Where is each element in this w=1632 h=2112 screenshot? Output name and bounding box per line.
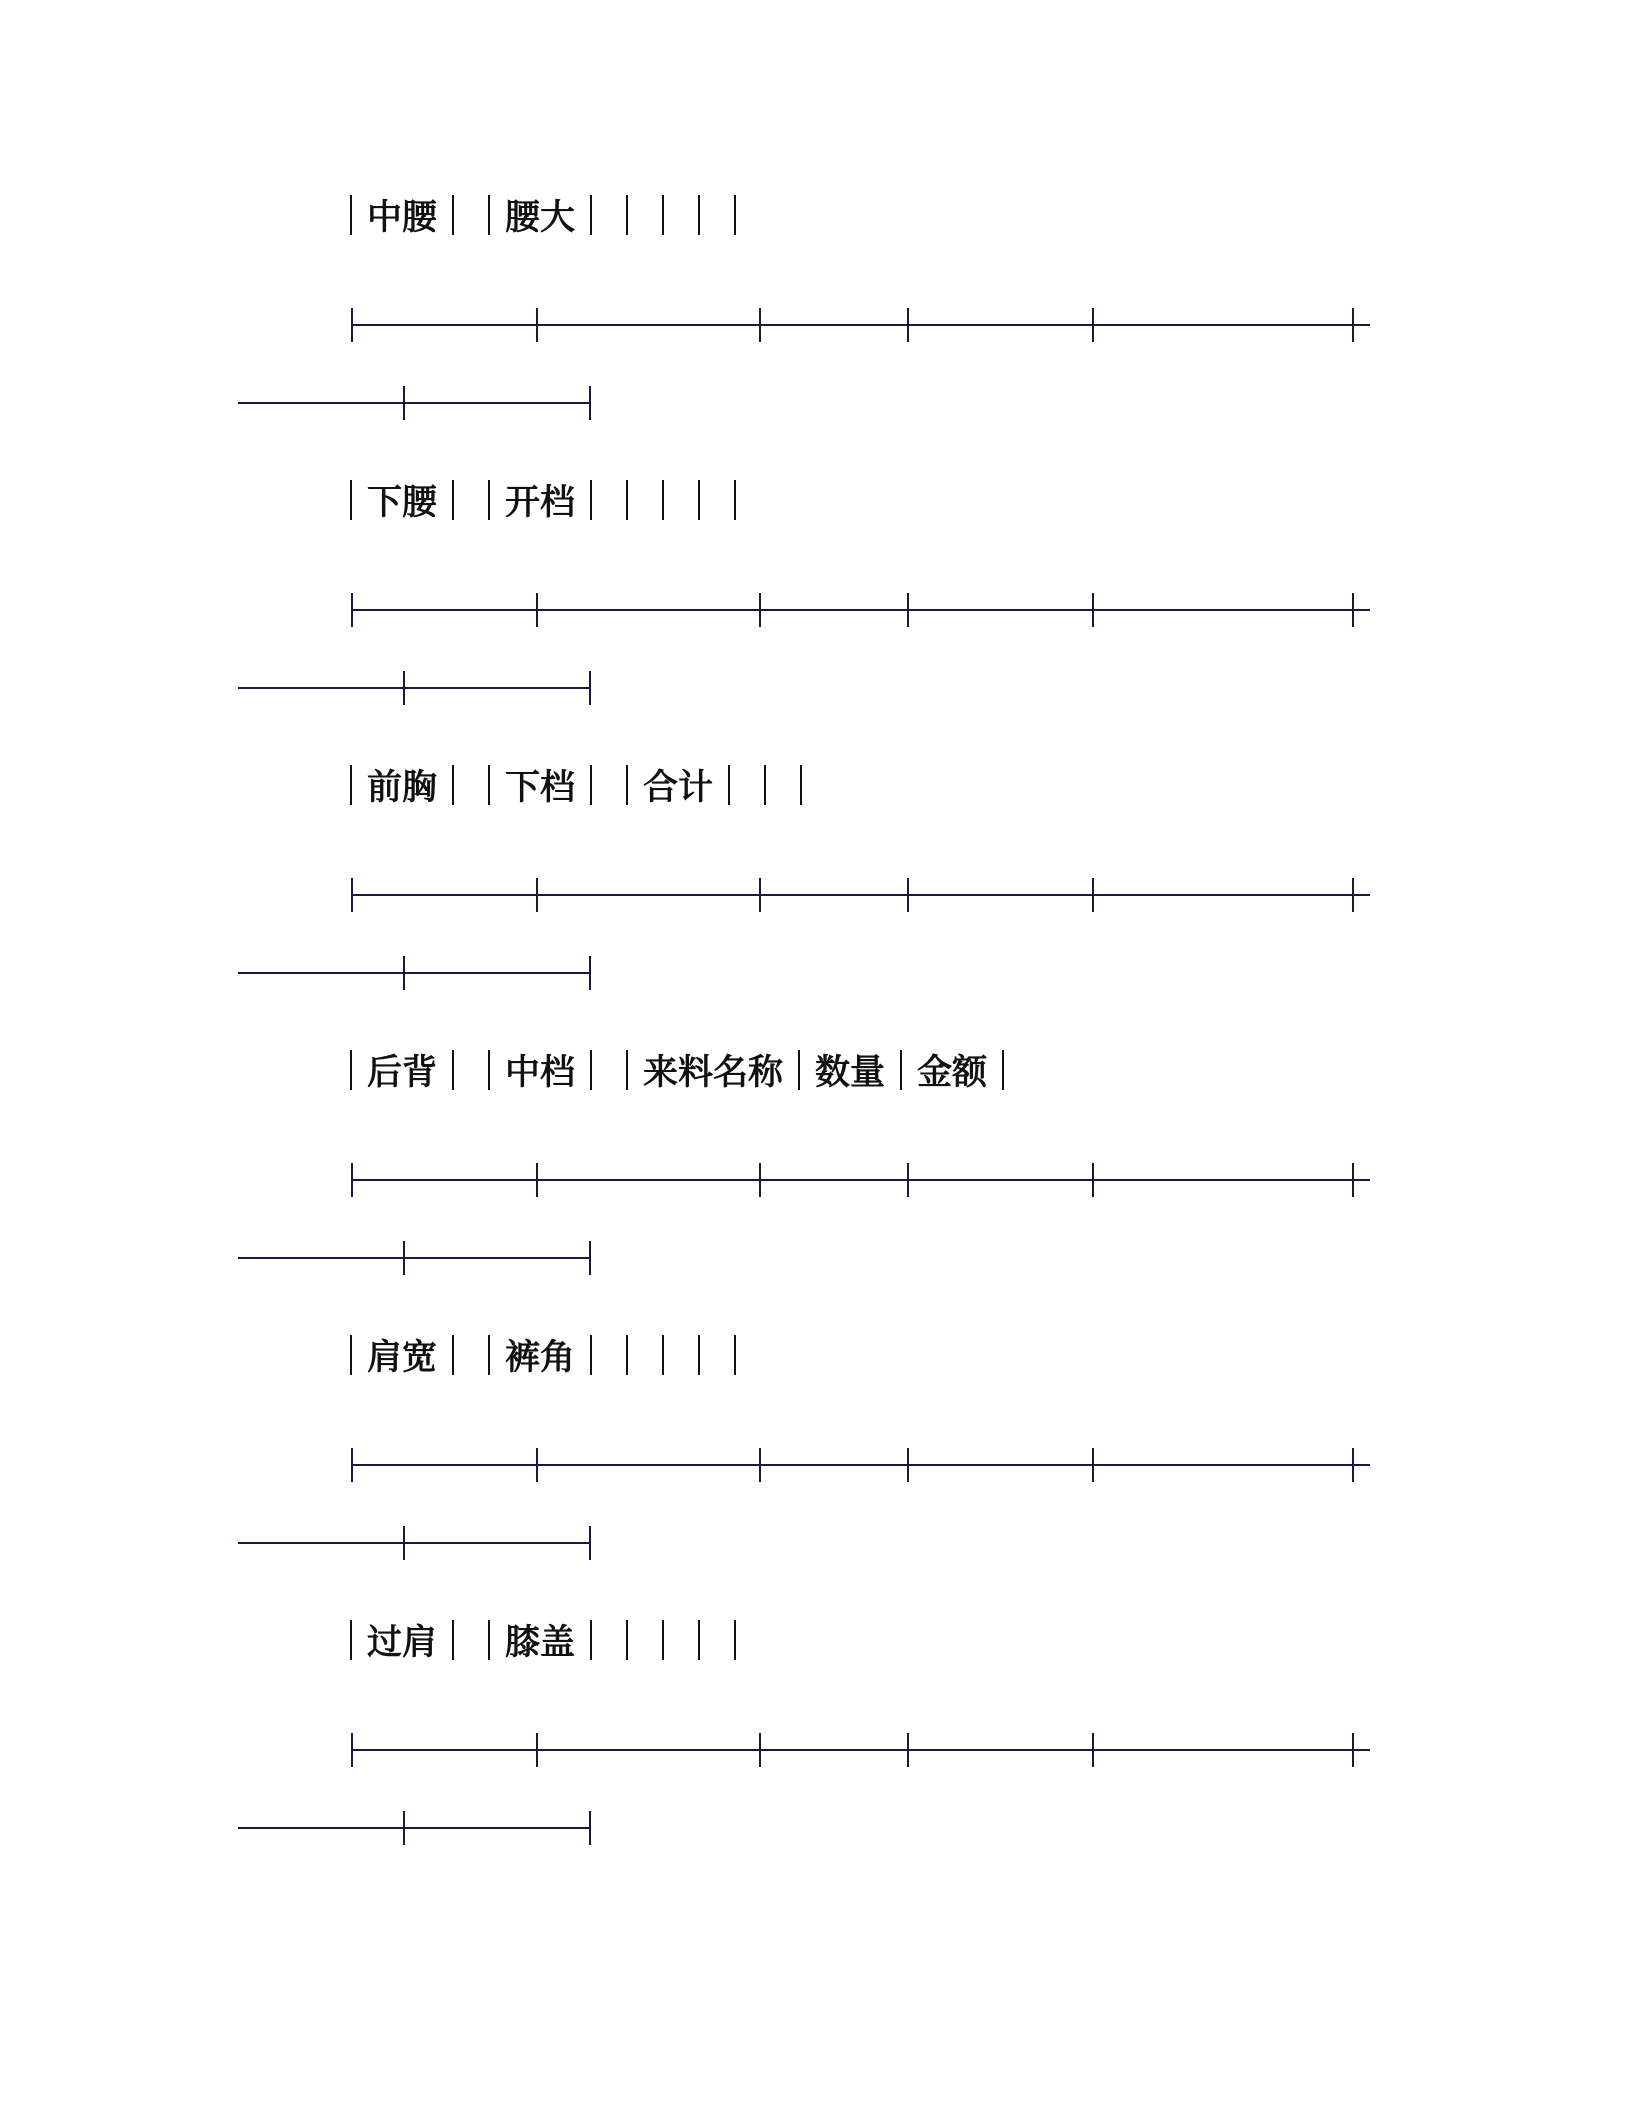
cell-divider (734, 480, 736, 520)
field-label: 腰大 (505, 198, 576, 238)
cell-divider (590, 480, 592, 520)
field-label: 数量 (815, 1053, 886, 1093)
cell-divider (1002, 1050, 1004, 1090)
form-row-2 (350, 470, 736, 530)
form-row-5 (350, 1325, 736, 1385)
field-label: 前胸 (367, 768, 438, 808)
field-label: 后背 (367, 1053, 438, 1093)
cell-divider (734, 1335, 736, 1375)
cell-divider (452, 765, 454, 805)
cell-divider (662, 1335, 664, 1375)
field-label: 过肩 (367, 1623, 438, 1663)
cell-divider (662, 1620, 664, 1660)
form-row-3 (350, 755, 802, 815)
cell-divider (734, 1620, 736, 1660)
field-label: 开档 (505, 483, 576, 523)
cell-divider (590, 765, 592, 805)
field-label: 下档 (505, 768, 576, 808)
cell-divider (728, 765, 730, 805)
cell-divider (590, 1335, 592, 1375)
cell-divider (698, 480, 700, 520)
field-label: 肩宽 (367, 1338, 438, 1378)
cell-divider (662, 195, 664, 235)
cell-divider (452, 1620, 454, 1660)
cell-divider (698, 1620, 700, 1660)
field-label: 中档 (505, 1053, 576, 1093)
cell-divider (590, 1620, 592, 1660)
field-label: 金额 (917, 1053, 988, 1093)
form-row-6 (350, 1610, 736, 1670)
cell-divider (764, 765, 766, 805)
cell-divider (626, 1620, 628, 1660)
cell-divider (452, 195, 454, 235)
cell-divider (590, 1050, 592, 1090)
field-label: 膝盖 (505, 1623, 576, 1663)
cell-divider (626, 195, 628, 235)
form-row-1 (350, 185, 736, 245)
cell-divider (698, 1335, 700, 1375)
cell-divider (734, 195, 736, 235)
cell-divider (590, 195, 592, 235)
cell-divider (452, 1335, 454, 1375)
field-label: 裤角 (505, 1338, 576, 1378)
cell-divider (698, 195, 700, 235)
field-label: 中腰 (367, 198, 438, 238)
cell-divider (800, 765, 802, 805)
field-label: 来料名称 (643, 1053, 784, 1093)
cell-divider (452, 480, 454, 520)
cell-divider (626, 1335, 628, 1375)
cell-divider (662, 480, 664, 520)
cell-divider (626, 480, 628, 520)
field-label: 合计 (643, 768, 714, 808)
form-row-4 (350, 1040, 1004, 1100)
cell-divider (452, 1050, 454, 1090)
field-label: 下腰 (367, 483, 438, 523)
